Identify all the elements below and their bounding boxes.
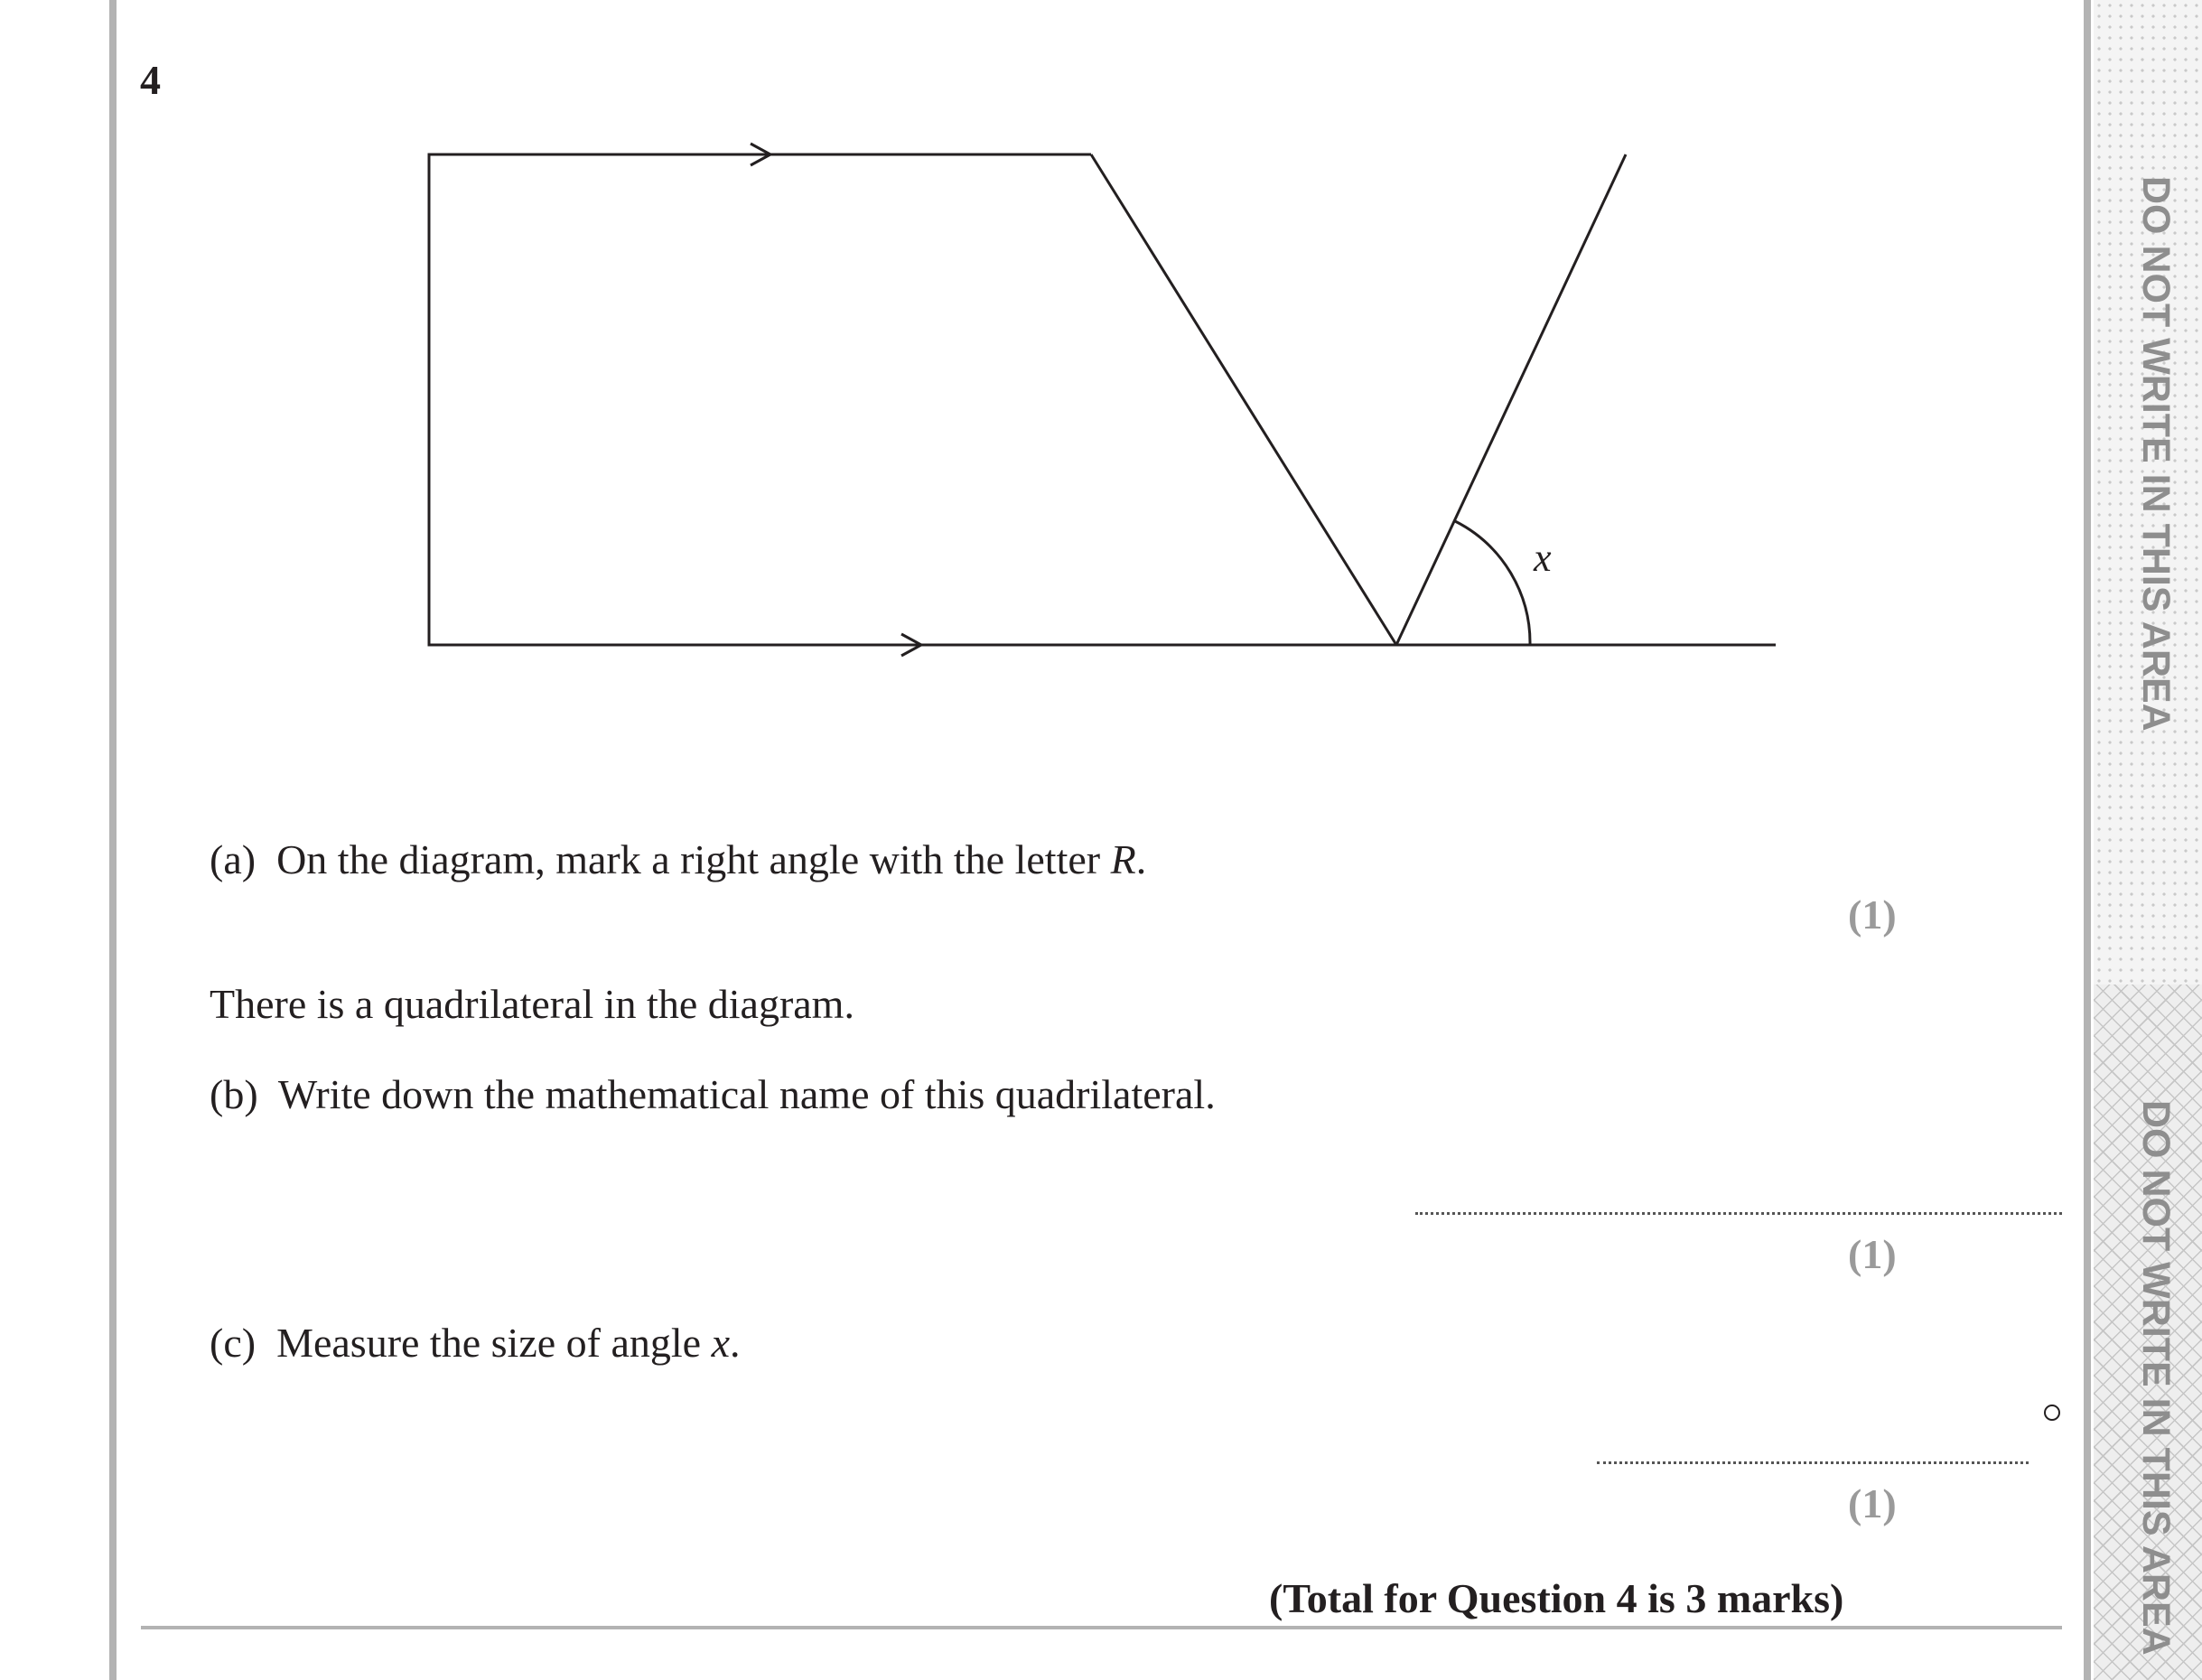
part-a-text: On the diagram, mark a right angle with the letter [276,836,1111,882]
part-a-label: (a) [210,836,257,882]
part-b-question [210,1070,1216,1118]
bottom-rule [141,1626,2062,1629]
part-a-marks: (1) [1848,891,1897,938]
quadrilateral-outline [429,154,1396,645]
part-c-label: (c) [210,1320,257,1366]
part-b-text: Write down the mathematical name of this quadrilateral. [277,1071,1216,1117]
part-a-text-end: . [1135,836,1147,882]
part-c-answer-line[interactable] [1597,1461,2029,1464]
part-c-text-end: . [730,1320,741,1366]
part-a-question [210,835,1146,883]
margin-warning-upper: DO NOT WRITE IN THIS AREA [2134,176,2178,732]
question-total: (Total for Question 4 is 3 marks) [1269,1575,1844,1621]
part-c-text: Measure the size of angle [276,1320,712,1366]
part-b-marks: (1) [1848,1231,1897,1277]
intro-text: There is a quadrilateral in the diagram. [210,981,854,1027]
part-a-letter: R [1110,836,1136,882]
degree-symbol [2044,1405,2060,1421]
margin-warning-lower: DO NOT WRITE IN THIS AREA [2134,1100,2178,1656]
part-c-question [210,1319,741,1367]
part-c-marks: (1) [1848,1480,1897,1526]
angle-arc [1455,521,1530,645]
part-b-label: (b) [210,1071,258,1117]
part-c-variable: x [711,1320,731,1366]
part-b-answer-line[interactable] [1415,1212,2062,1215]
angle-label-x: x [1534,536,1552,580]
question-number: 4 [140,57,161,103]
